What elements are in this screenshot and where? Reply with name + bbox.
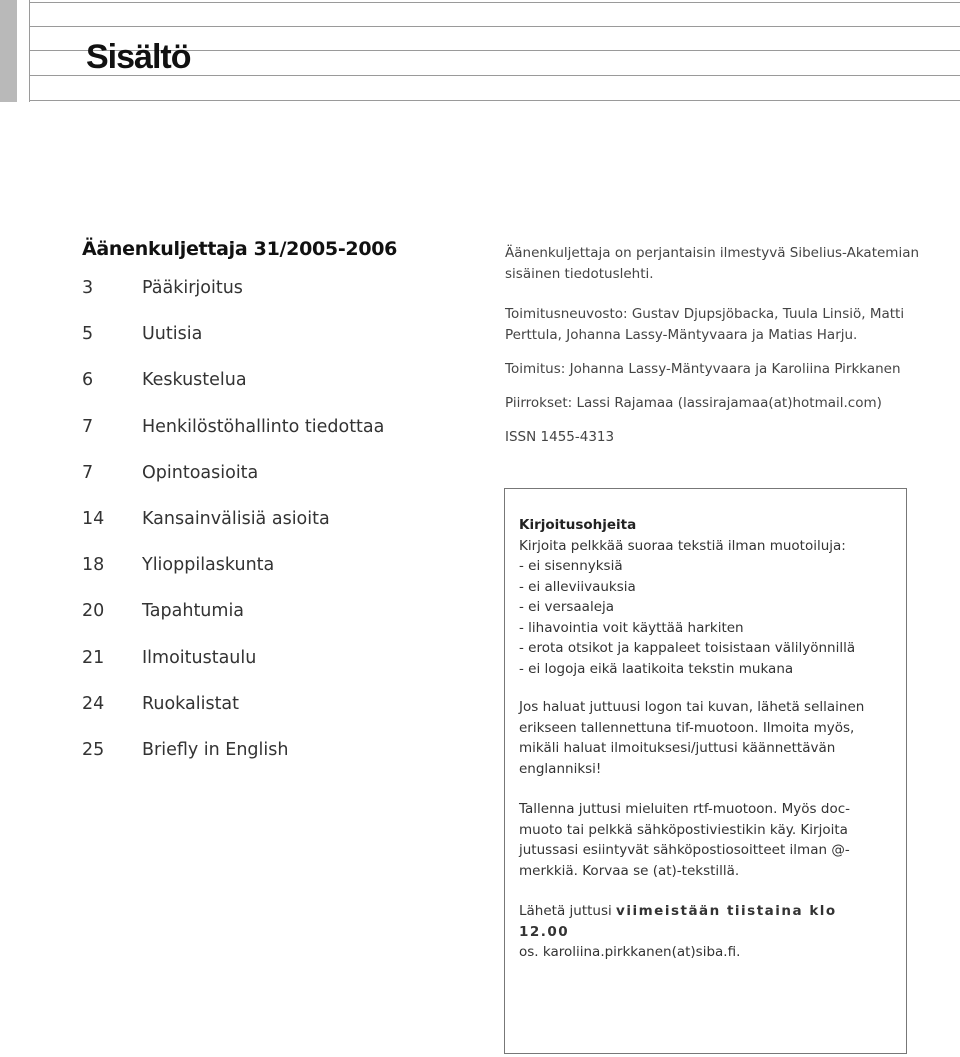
guideline-rule: - ei alleviivauksia <box>519 577 892 598</box>
page-title: Sisältö <box>86 38 191 76</box>
toc-label: Ylioppilaskunta <box>142 555 275 576</box>
header-line <box>29 26 960 27</box>
toc-heading: Äänenkuljettaja 31/2005-2006 <box>82 238 398 260</box>
header-line <box>29 2 960 3</box>
table-of-contents <box>82 238 482 786</box>
toc-label: Kansainvälisiä asioita <box>142 508 330 529</box>
guideline-rule: - ei sisennyksiä <box>519 556 892 577</box>
publication-intro: Äänenkuljettaja on perjantaisin ilmestyvä Sibelius-Akatemian sisäinen tiedotuslehti. <box>505 245 920 282</box>
toc-label: Ilmoitustaulu <box>142 647 257 668</box>
guidelines-intro: Kirjoita pelkkää suoraa tekstiä ilman muotoiluja: <box>519 537 846 554</box>
header-line <box>29 100 960 101</box>
toc-item[interactable] <box>82 324 482 370</box>
toc-label: Opintoasioita <box>142 462 259 483</box>
toc-item[interactable] <box>82 601 482 647</box>
header-gray-bar <box>0 0 17 102</box>
toc-label: Uutisia <box>142 324 203 345</box>
publication-info <box>505 243 925 448</box>
toc-page-number: 20 <box>82 601 105 622</box>
toc-page-number: 24 <box>82 693 105 714</box>
guidelines-format: Tallenna juttusi mieluiten rtf-muotoon. Myös doc-muoto tai pelkkä sähköpostiviestikin käy. Kirjoita jutussasi esiintyvät sähköpostiosoitteet ilman @- merkkiä. Korvaa se (at)-tekstillä. <box>519 801 850 879</box>
guideline-rule: - ei versaaleja <box>519 597 892 618</box>
toc-page-number: 7 <box>82 416 94 437</box>
writing-guidelines-box <box>504 488 907 1054</box>
toc-label: Tapahtumia <box>142 601 245 622</box>
toc-page-number: 21 <box>82 647 105 668</box>
toc-item[interactable] <box>82 740 482 786</box>
toc-page-number: 14 <box>82 508 105 529</box>
toc-page-number: 5 <box>82 324 94 345</box>
toc-page-number: 6 <box>82 370 94 391</box>
toc-item[interactable] <box>82 694 482 740</box>
toc-item[interactable] <box>82 370 482 416</box>
toc-item[interactable] <box>82 555 482 601</box>
toc-page-number: 25 <box>82 739 105 760</box>
toc-label: Keskustelua <box>142 370 247 391</box>
toc-list <box>82 278 482 786</box>
toc-label: Henkilöstöhallinto tiedottaa <box>142 416 385 437</box>
header-vertical-line <box>29 0 30 102</box>
deadline-prefix: Lähetä juttusi <box>519 903 617 919</box>
guideline-rule: - lihavointia voit käyttää harkiten <box>519 618 892 639</box>
guidelines-deadline <box>519 901 892 942</box>
issn: ISSN 1455-4313 <box>505 429 615 445</box>
guideline-rule: - erota otsikot ja kappaleet toisistaan välilyönnillä <box>519 638 892 659</box>
toc-item[interactable] <box>82 278 482 324</box>
toc-item[interactable] <box>82 648 482 694</box>
editorial-board: Toimitusneuvosto: Gustav Djupsjöbacka, Tuula Linsiö, Matti Perttula, Johanna Lassy-Mäntyvaara ja Matias Harju. <box>505 306 905 343</box>
toc-item[interactable] <box>82 463 482 509</box>
guidelines-images: Jos haluat juttuusi logon tai kuvan, lähetä sellainen erikseen tallennettuna tif-muotoon. Ilmoita myös, mikäli haluat ilmoituksesi/juttusi käännettävän englanniksi! <box>519 699 865 777</box>
toc-label: Briefly in English <box>142 739 289 760</box>
toc-page-number: 18 <box>82 555 105 576</box>
toc-label: Pääkirjoitus <box>142 278 243 298</box>
editors: Toimitus: Johanna Lassy-Mäntyvaara ja Karoliina Pirkkanen <box>505 361 901 377</box>
toc-page-number: 7 <box>82 462 94 483</box>
guideline-rule: - ei logoja eikä laatikoita tekstin mukana <box>519 659 892 680</box>
drawings-credit: Piirrokset: Lassi Rajamaa (lassirajamaa(at)hotmail.com) <box>505 395 882 411</box>
toc-item[interactable] <box>82 509 482 555</box>
guidelines-rules <box>519 556 892 679</box>
deadline-time: viimeistään tiistaina klo 12.00 <box>519 903 837 940</box>
toc-page-number: 3 <box>82 278 94 298</box>
guidelines-title: Kirjoitusohjeita <box>519 517 637 533</box>
toc-item[interactable] <box>82 417 482 463</box>
toc-label: Ruokalistat <box>142 693 240 714</box>
deadline-address: os. karoliina.pirkkanen(at)siba.fi. <box>519 944 741 960</box>
